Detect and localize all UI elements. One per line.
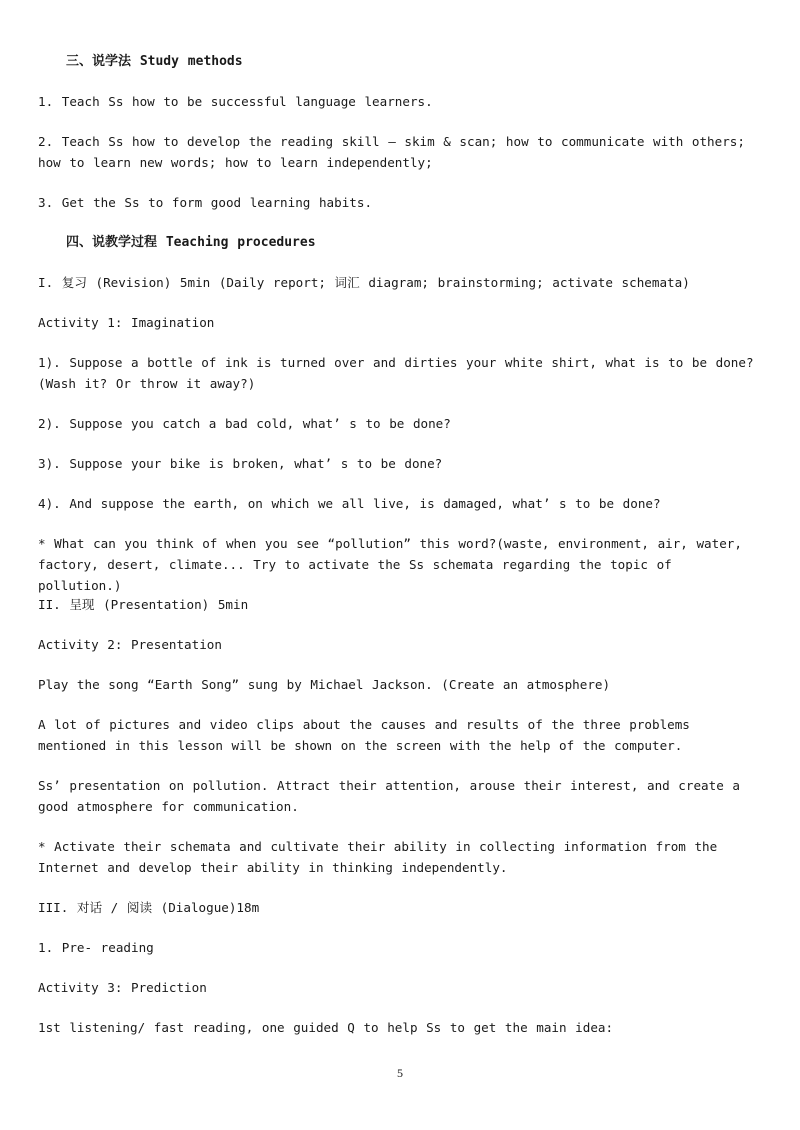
song-line: Play the song “Earth Song” sung by Michael Jackson. (Create an atmosphere) <box>38 677 611 692</box>
ss-presentation-paragraph: Ss’ presentation on pollution. Attract their attention, arouse their interest, and create a good atmosphere for communication. <box>38 778 740 814</box>
section-heading-study-methods: 三、说学法 Study methods <box>66 54 243 69</box>
study-method-3: 3. Get the Ss to form good learning habits. <box>38 195 373 210</box>
question-4: 4). And suppose the earth, on which we all live, is damaged, what’ s to be done? <box>38 496 661 511</box>
question-3: 3). Suppose your bike is broken, what’ s to be done? <box>38 456 443 471</box>
dialogue-line: III. 对话 / 阅读 (Dialogue)18m <box>38 900 260 915</box>
section-heading-teaching-procedures: 四、说教学过程 Teaching procedures <box>66 235 316 250</box>
presentation-line: II. 呈现 (Presentation) 5min <box>38 597 249 612</box>
activity-3-title: Activity 3: Prediction <box>38 980 207 995</box>
activity-1-title: Activity 1: Imagination <box>38 315 215 330</box>
schemata-note: * Activate their schemata and cultivate their ability in collecting information from the Internet and develop their ability in thinking independently. <box>38 839 718 875</box>
listening-line: 1st listening/ fast reading, one guided Q to help Ss to get the main idea: <box>38 1020 614 1035</box>
pictures-paragraph: A lot of pictures and video clips about the causes and results of the three problems mentioned in this lesson will be shown on the screen with the help of the computer. <box>38 717 690 753</box>
question-1: 1). Suppose a bottle of ink is turned over and dirties your white shirt, what is to be done? (Wash it? Or throw it away?) <box>38 355 754 391</box>
question-2: 2). Suppose you catch a bad cold, what’ s to be done? <box>38 416 451 431</box>
page-number: 5 <box>397 1066 403 1080</box>
activity-2-title: Activity 2: Presentation <box>38 637 222 652</box>
pollution-note: * What can you think of when you see “pollution” this word?(waste, environment, air, water, factory, desert, climate... Try to activate the Ss schemata regarding the topic of pollution.) <box>38 536 742 593</box>
study-method-1: 1. Teach Ss how to be successful language learners. <box>38 94 433 109</box>
study-method-2: 2. Teach Ss how to develop the reading skill — skim & scan; how to communicate with others; how to learn new words; how to learn independently; <box>38 134 745 170</box>
revision-line: I. 复习 (Revision) 5min (Daily report; 词汇 diagram; brainstorming; activate schemata) <box>38 275 690 290</box>
prereading-line: 1. Pre- reading <box>38 940 154 955</box>
